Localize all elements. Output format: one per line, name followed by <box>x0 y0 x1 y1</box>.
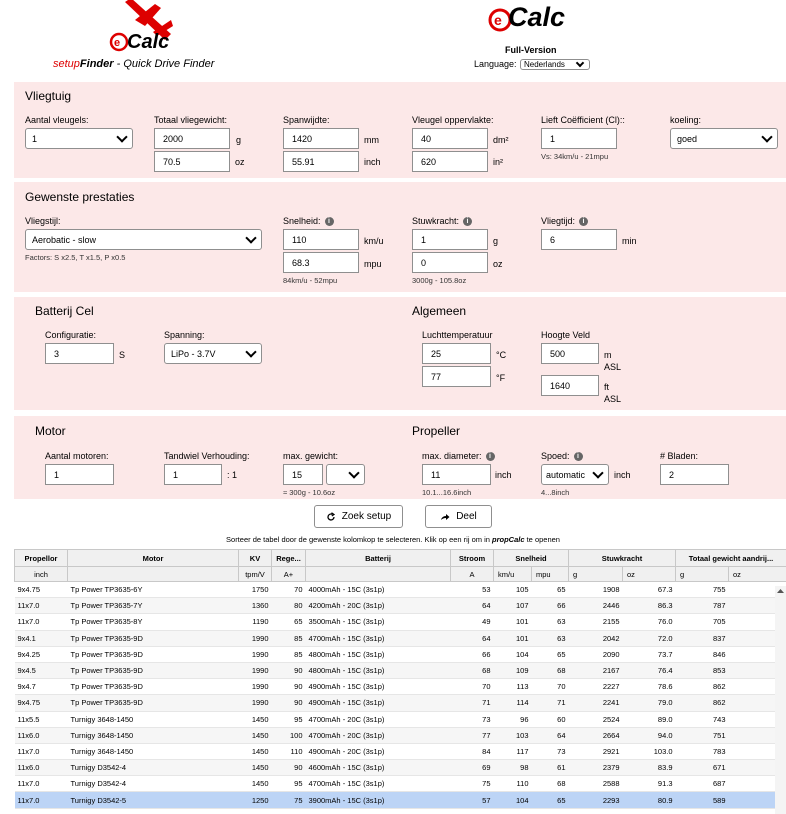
table-scrollbar[interactable] <box>775 586 786 814</box>
section-title-motor: Motor <box>35 424 66 438</box>
table-cell: 2241 <box>569 695 623 711</box>
table-cell: 75 <box>451 776 494 792</box>
table-cell: 9x4.75 <box>15 582 68 598</box>
table-cell: 2090 <box>569 646 623 662</box>
svg-text:Calc: Calc <box>127 31 170 52</box>
altitude-m-asl: ASL <box>604 362 622 372</box>
table-cell: 9x4.75 <box>15 695 68 711</box>
table-row[interactable] <box>15 662 786 678</box>
table-cell: 1450 <box>239 760 272 776</box>
section-title-prestaties: Gewenste prestaties <box>25 190 135 204</box>
table-cell: 78.6 <box>623 679 676 695</box>
temp-c-input[interactable]: 25 <box>422 343 491 364</box>
share-arrow-icon <box>440 512 450 522</box>
table-cell: 1450 <box>239 727 272 743</box>
svg-text:Calc: Calc <box>508 2 566 32</box>
blades-label: # Bladen: <box>660 451 699 461</box>
table-cell: 79.0 <box>623 695 676 711</box>
col-header-kv[interactable]: KV <box>239 550 272 567</box>
speed-label: Snelheid: i <box>283 216 334 226</box>
span-mm-unit: mm <box>364 135 379 145</box>
info-icon[interactable]: i <box>574 452 583 461</box>
altitude-label: Hoogte Veld <box>541 330 591 340</box>
table-cell: 11x7.0 <box>15 598 68 614</box>
pitch-select[interactable]: automatic <box>541 464 609 485</box>
diameter-label: max. diameter: i <box>422 451 495 461</box>
table-cell: 80 <box>272 598 306 614</box>
table-row[interactable] <box>15 679 786 695</box>
table-cell: 75 <box>272 792 306 808</box>
version-label: Full-Version <box>505 45 557 55</box>
results-table <box>14 549 786 809</box>
thrust-label: Stuwkracht: i <box>412 216 472 226</box>
table-cell: 787 <box>676 598 729 614</box>
flight-style-select[interactable]: Aerobatic - slow <box>25 229 262 250</box>
col-header-batterij[interactable]: Batterij <box>306 550 451 567</box>
table-cell: 862 <box>676 679 729 695</box>
table-cell: Tp Power TP3635-9D <box>68 646 239 662</box>
table-cell: 1990 <box>239 630 272 646</box>
refresh-icon <box>326 512 336 522</box>
speed-mph-unit: mpu <box>364 259 382 269</box>
table-cell: 4900mAh - 20C (3s1p) <box>306 743 451 759</box>
area-label: Vleugel oppervlakte: <box>412 115 494 125</box>
table-cell: Turnigy D3542-4 <box>68 760 239 776</box>
table-cell: Turnigy D3542-4 <box>68 776 239 792</box>
table-row[interactable] <box>15 743 786 759</box>
altitude-ft-unit: ft <box>604 382 610 392</box>
flight-time-unit: min <box>622 236 637 246</box>
table-cell: 9x4.5 <box>15 662 68 678</box>
table-row[interactable] <box>15 695 786 711</box>
table-cell: 66 <box>451 646 494 662</box>
table-cell: 9x4.7 <box>15 679 68 695</box>
diameter-input[interactable]: 11 <box>422 464 491 485</box>
scroll-up-icon[interactable] <box>775 586 786 596</box>
table-cell: 76.4 <box>623 662 676 678</box>
table-cell: 90 <box>272 760 306 776</box>
table-cell: Tp Power TP3635-6Y <box>68 582 239 598</box>
table-cell: 1250 <box>239 792 272 808</box>
table-cell: 89.0 <box>623 711 676 727</box>
diameter-note: 10.1...16.6inch <box>422 488 472 497</box>
table-cell: 4900mAh - 15C (3s1p) <box>306 695 451 711</box>
table-cell: 1750 <box>239 582 272 598</box>
table-cell: 3500mAh - 15C (3s1p) <box>306 614 451 630</box>
table-cell: 98 <box>494 760 532 776</box>
col-header-motor[interactable]: Motor <box>68 550 239 567</box>
speed-note: 84km/u - 52mpu <box>283 276 338 285</box>
table-cell: 862 <box>676 695 729 711</box>
unit-header[interactable]: km/u <box>494 567 532 582</box>
table-cell: 2524 <box>569 711 623 727</box>
table-row[interactable] <box>15 776 786 792</box>
table-cell: 751 <box>676 727 729 743</box>
weight-oz-input[interactable]: 70.5 <box>154 151 230 172</box>
svg-text:e: e <box>494 12 502 28</box>
table-cell: 2446 <box>569 598 623 614</box>
weight-label: Totaal vliegewicht: <box>154 115 228 125</box>
table-cell: 72.0 <box>623 630 676 646</box>
table-cell: 90 <box>272 679 306 695</box>
table-cell: 49 <box>451 614 494 630</box>
motor-count-input[interactable]: 1 <box>45 464 114 485</box>
table-cell: 103.0 <box>623 743 676 759</box>
unit-header[interactable]: A <box>451 567 494 582</box>
span-mm-input[interactable]: 1420 <box>283 128 359 149</box>
tagline: setupFinder - Quick Drive Finder <box>53 58 215 70</box>
table-cell: 1908 <box>569 582 623 598</box>
table-cell: 104 <box>494 792 532 808</box>
table-cell: Turnigy 3648-1450 <box>68 711 239 727</box>
altitude-m-input[interactable]: 500 <box>541 343 599 364</box>
table-cell: 1360 <box>239 598 272 614</box>
table-cell: 3900mAh - 15C (3s1p) <box>306 792 451 808</box>
table-cell: 2379 <box>569 760 623 776</box>
table-row[interactable] <box>15 630 786 646</box>
table-cell: 11x7.0 <box>15 743 68 759</box>
section-title-algemeen: Algemeen <box>412 304 467 318</box>
table-cell: 65 <box>272 614 306 630</box>
table-cell: 70 <box>272 582 306 598</box>
table-cell: 4900mAh - 15C (3s1p) <box>306 679 451 695</box>
table-cell: 4700mAh - 15C (3s1p) <box>306 776 451 792</box>
table-cell: 9x4.1 <box>15 630 68 646</box>
share-button[interactable] <box>425 505 492 528</box>
table-row[interactable] <box>15 614 786 630</box>
table-cell: 853 <box>676 662 729 678</box>
table-cell: 96 <box>494 711 532 727</box>
gear-input[interactable]: 1 <box>164 464 222 485</box>
table-cell: 11x7.0 <box>15 614 68 630</box>
table-cell: 4700mAh - 20C (3s1p) <box>306 711 451 727</box>
table-cell: 837 <box>676 630 729 646</box>
config-unit: S <box>119 350 126 360</box>
area-in-unit: in² <box>493 157 504 167</box>
table-cell: 103 <box>494 727 532 743</box>
table-row[interactable] <box>15 646 786 662</box>
max-weight-input[interactable]: 15 <box>283 464 323 485</box>
weight-g-input[interactable]: 2000 <box>154 128 230 149</box>
lift-note: Vs: 34km/u - 21mpu <box>541 152 609 161</box>
span-inch-input[interactable]: 55.91 <box>283 151 359 172</box>
max-weight-label: max. gewicht: <box>283 451 339 461</box>
temp-f-input[interactable]: 77 <box>422 366 491 387</box>
table-cell: 57 <box>451 792 494 808</box>
table-cell: 11x5.5 <box>15 711 68 727</box>
gear-suffix: : 1 <box>227 470 238 480</box>
table-cell: 64 <box>451 598 494 614</box>
table-cell: 783 <box>676 743 729 759</box>
share-label: Deel <box>456 511 477 522</box>
table-cell: 71 <box>532 695 569 711</box>
table-cell: 2155 <box>569 614 623 630</box>
table-cell: 60 <box>532 711 569 727</box>
col-header-regelaar[interactable]: Rege... <box>272 550 306 567</box>
table-cell: Tp Power TP3635-9D <box>68 630 239 646</box>
table-cell: 1190 <box>239 614 272 630</box>
unit-header[interactable]: g <box>569 567 623 582</box>
unit-header[interactable]: oz <box>729 567 786 582</box>
area-dm-input[interactable]: 40 <box>412 128 488 149</box>
search-setup-button[interactable] <box>314 505 403 528</box>
table-cell: Tp Power TP3635-9D <box>68 679 239 695</box>
table-cell: 1990 <box>239 695 272 711</box>
cooling-select[interactable]: goed <box>670 128 778 149</box>
table-cell: 2227 <box>569 679 623 695</box>
pitch-unit: inch <box>614 470 631 480</box>
table-row[interactable] <box>15 792 786 808</box>
unit-header[interactable]: inch <box>15 567 68 582</box>
voltage-label: Spanning: <box>164 330 205 340</box>
table-cell: 85 <box>272 630 306 646</box>
col-header-stuwkracht[interactable]: Stuwkracht <box>569 550 676 567</box>
table-cell: Tp Power TP3635-8Y <box>68 614 239 630</box>
span-label: Spanwijdte: <box>283 115 330 125</box>
table-cell: 86.3 <box>623 598 676 614</box>
table-cell: Tp Power TP3635-9D <box>68 695 239 711</box>
table-cell: 2293 <box>569 792 623 808</box>
language-label: Language: <box>474 59 517 69</box>
speed-kmh-input[interactable]: 110 <box>283 229 359 250</box>
time-label: Vliegtijd: i <box>541 216 588 226</box>
pitch-label: Spoed: i <box>541 451 583 461</box>
table-cell: 2921 <box>569 743 623 759</box>
table-cell: 109 <box>494 662 532 678</box>
table-row[interactable] <box>15 711 786 727</box>
table-cell: 589 <box>676 792 729 808</box>
table-cell: 84 <box>451 743 494 759</box>
table-cell: 104 <box>494 646 532 662</box>
table-cell: Tp Power TP3635-9D <box>68 662 239 678</box>
table-cell: Turnigy 3648-1450 <box>68 743 239 759</box>
table-row[interactable] <box>15 760 786 776</box>
unit-header[interactable]: A+ <box>272 567 306 582</box>
table-row[interactable] <box>15 582 786 598</box>
table-cell: 83.9 <box>623 760 676 776</box>
table-hint: Sorteer de tabel door de gewenste kolomkop te selecteren. Klik op een rij om in propCalc te openen <box>226 535 560 544</box>
table-cell: 95 <box>272 776 306 792</box>
col-header-propellor[interactable]: Propellor <box>15 550 68 567</box>
panel-batterij-algemeen <box>14 297 786 410</box>
table-cell: 1990 <box>239 646 272 662</box>
table-cell: 69 <box>451 760 494 776</box>
unit-header[interactable] <box>306 567 451 582</box>
table-row[interactable] <box>15 727 786 743</box>
table-cell: 71 <box>451 695 494 711</box>
table-cell: 755 <box>676 582 729 598</box>
table-cell: 80.9 <box>623 792 676 808</box>
altitude-ft-asl: ASL <box>604 394 622 404</box>
voltage-select[interactable]: LiPo - 3.7V <box>164 343 262 364</box>
table-cell: 67.3 <box>623 582 676 598</box>
table-cell: 9x4.25 <box>15 646 68 662</box>
table-cell: 95 <box>272 711 306 727</box>
thrust-oz-input[interactable]: 0 <box>412 252 488 273</box>
table-cell: 4700mAh - 20C (3s1p) <box>306 727 451 743</box>
gear-label: Tandwiel Verhouding: <box>164 451 250 461</box>
table-cell: 2588 <box>569 776 623 792</box>
table-cell: 1450 <box>239 711 272 727</box>
style-label: Vliegstijl: <box>25 216 61 226</box>
table-cell: 68 <box>532 662 569 678</box>
table-cell: 4700mAh - 15C (3s1p) <box>306 630 451 646</box>
table-cell: Turnigy 3648-1450 <box>68 727 239 743</box>
config-input[interactable]: 3 <box>45 343 114 364</box>
speed-mph-input[interactable]: 68.3 <box>283 252 359 273</box>
altitude-ft-input[interactable]: 1640 <box>541 375 599 396</box>
table-cell: 846 <box>676 646 729 662</box>
table-cell: 2167 <box>569 662 623 678</box>
speed-kmh-unit: km/u <box>364 236 384 246</box>
language-select[interactable]: Nederlands <box>520 59 590 70</box>
table-cell: 77 <box>451 727 494 743</box>
table-cell: 1450 <box>239 776 272 792</box>
table-cell: 1990 <box>239 662 272 678</box>
table-cell: 1450 <box>239 743 272 759</box>
svg-text:e: e <box>114 37 121 49</box>
table-row[interactable] <box>15 598 786 614</box>
flight-time-input[interactable]: 6 <box>541 229 617 250</box>
table-cell: 101 <box>494 614 532 630</box>
table-cell: 105 <box>494 582 532 598</box>
search-setup-label: Zoek setup <box>341 511 392 522</box>
thrust-g-input[interactable]: 1 <box>412 229 488 250</box>
table-cell: 11x6.0 <box>15 727 68 743</box>
table-cell: 4000mAh - 15C (3s1p) <box>306 582 451 598</box>
col-header-snelheid[interactable]: Snelheid <box>494 550 569 567</box>
col-header-gewicht[interactable]: Totaal gewicht aandrij... <box>676 550 786 567</box>
table-cell: 117 <box>494 743 532 759</box>
unit-header[interactable]: oz <box>623 567 676 582</box>
unit-header[interactable] <box>68 567 239 582</box>
area-in-input[interactable]: 620 <box>412 151 488 172</box>
table-cell: 64 <box>532 727 569 743</box>
table-cell: 110 <box>272 743 306 759</box>
section-title-propeller: Propeller <box>412 424 461 438</box>
table-cell: 94.0 <box>623 727 676 743</box>
table-cell: 671 <box>676 760 729 776</box>
table-cell: 70 <box>532 679 569 695</box>
thrust-g-unit: g <box>493 236 499 246</box>
table-cell: 2042 <box>569 630 623 646</box>
motor-count-label: Aantal motoren: <box>45 451 109 461</box>
table-cell: Turnigy D3542-5 <box>68 792 239 808</box>
table-cell: 11x7.0 <box>15 792 68 808</box>
table-cell: 73.7 <box>623 646 676 662</box>
temp-label: Luchttemperatuur <box>422 330 493 340</box>
altitude-m-unit: m <box>604 350 612 360</box>
table-cell: 107 <box>494 598 532 614</box>
table-cell: 91.3 <box>623 776 676 792</box>
wings-label: Aantal vleugels: <box>25 115 89 125</box>
weight-oz-unit: oz <box>235 157 245 167</box>
unit-header[interactable]: tpm/V <box>239 567 272 582</box>
table-cell: 11x6.0 <box>15 760 68 776</box>
table-cell: 68 <box>451 662 494 678</box>
max-weight-unit-select[interactable]: g <box>326 464 365 485</box>
config-label: Configuratie: <box>45 330 97 340</box>
table-cell: 73 <box>451 711 494 727</box>
temp-f-unit: °F <box>496 373 506 383</box>
table-cell: 64 <box>451 630 494 646</box>
info-icon[interactable]: i <box>325 217 334 226</box>
table-cell: 114 <box>494 695 532 711</box>
lift-input[interactable]: 1 <box>541 128 617 149</box>
table-cell: 85 <box>272 646 306 662</box>
table-cell: Tp Power TP3635-7Y <box>68 598 239 614</box>
ecalc-logo-plane <box>105 0 195 52</box>
table-cell: 70 <box>451 679 494 695</box>
area-dm-unit: dm² <box>493 135 509 145</box>
table-cell: 4800mAh - 15C (3s1p) <box>306 662 451 678</box>
thrust-note: 3000g - 105.8oz <box>412 276 467 285</box>
table-cell: 76.0 <box>623 614 676 630</box>
table-cell: 101 <box>494 630 532 646</box>
table-cell: 65 <box>532 582 569 598</box>
col-header-stroom[interactable]: Stroom <box>451 550 494 567</box>
table-cell: 100 <box>272 727 306 743</box>
table-cell: 4600mAh - 15C (3s1p) <box>306 760 451 776</box>
table-cell: 4800mAh - 15C (3s1p) <box>306 646 451 662</box>
table-cell: 11x7.0 <box>15 776 68 792</box>
table-cell: 687 <box>676 776 729 792</box>
table-cell: 2664 <box>569 727 623 743</box>
table-cell: 68 <box>532 776 569 792</box>
table-cell: 743 <box>676 711 729 727</box>
table-cell: 1990 <box>239 679 272 695</box>
info-icon[interactable]: i <box>579 217 588 226</box>
table-cell: 63 <box>532 630 569 646</box>
max-weight-note: ≈ 300g - 10.6oz <box>283 488 336 497</box>
info-icon[interactable]: i <box>463 217 472 226</box>
ecalc-logo <box>488 0 598 34</box>
unit-header[interactable]: g <box>676 567 729 582</box>
unit-header[interactable]: mpu <box>532 567 569 582</box>
section-title-vliegtuig: Vliegtuig <box>25 89 72 103</box>
table-cell: 65 <box>532 792 569 808</box>
table-cell: 63 <box>532 614 569 630</box>
section-title-batterij: Batterij Cel <box>35 304 94 318</box>
weight-g-unit: g <box>236 135 242 145</box>
thrust-oz-unit: oz <box>493 259 503 269</box>
cooling-label: koeling: <box>670 115 702 125</box>
lift-label: Lieft Coëfficient (Cl):: <box>541 115 625 125</box>
diameter-unit: inch <box>495 470 512 480</box>
table-cell: 113 <box>494 679 532 695</box>
table-cell: 61 <box>532 760 569 776</box>
info-icon[interactable]: i <box>486 452 495 461</box>
pitch-note: 4...8inch <box>541 488 570 497</box>
table-cell: 65 <box>532 646 569 662</box>
span-inch-unit: inch <box>364 157 381 167</box>
temp-c-unit: °C <box>496 350 507 360</box>
table-cell: 90 <box>272 662 306 678</box>
table-cell: 110 <box>494 776 532 792</box>
table-cell: 73 <box>532 743 569 759</box>
table-cell: 4200mAh - 20C (3s1p) <box>306 598 451 614</box>
style-factors: Factors: S x2.5, T x1.5, P x0.5 <box>25 253 126 262</box>
table-cell: 66 <box>532 598 569 614</box>
table-cell: 705 <box>676 614 729 630</box>
table-cell: 53 <box>451 582 494 598</box>
wings-select[interactable]: 1 <box>25 128 133 149</box>
table-cell: 90 <box>272 695 306 711</box>
blades-input[interactable]: 2 <box>660 464 729 485</box>
